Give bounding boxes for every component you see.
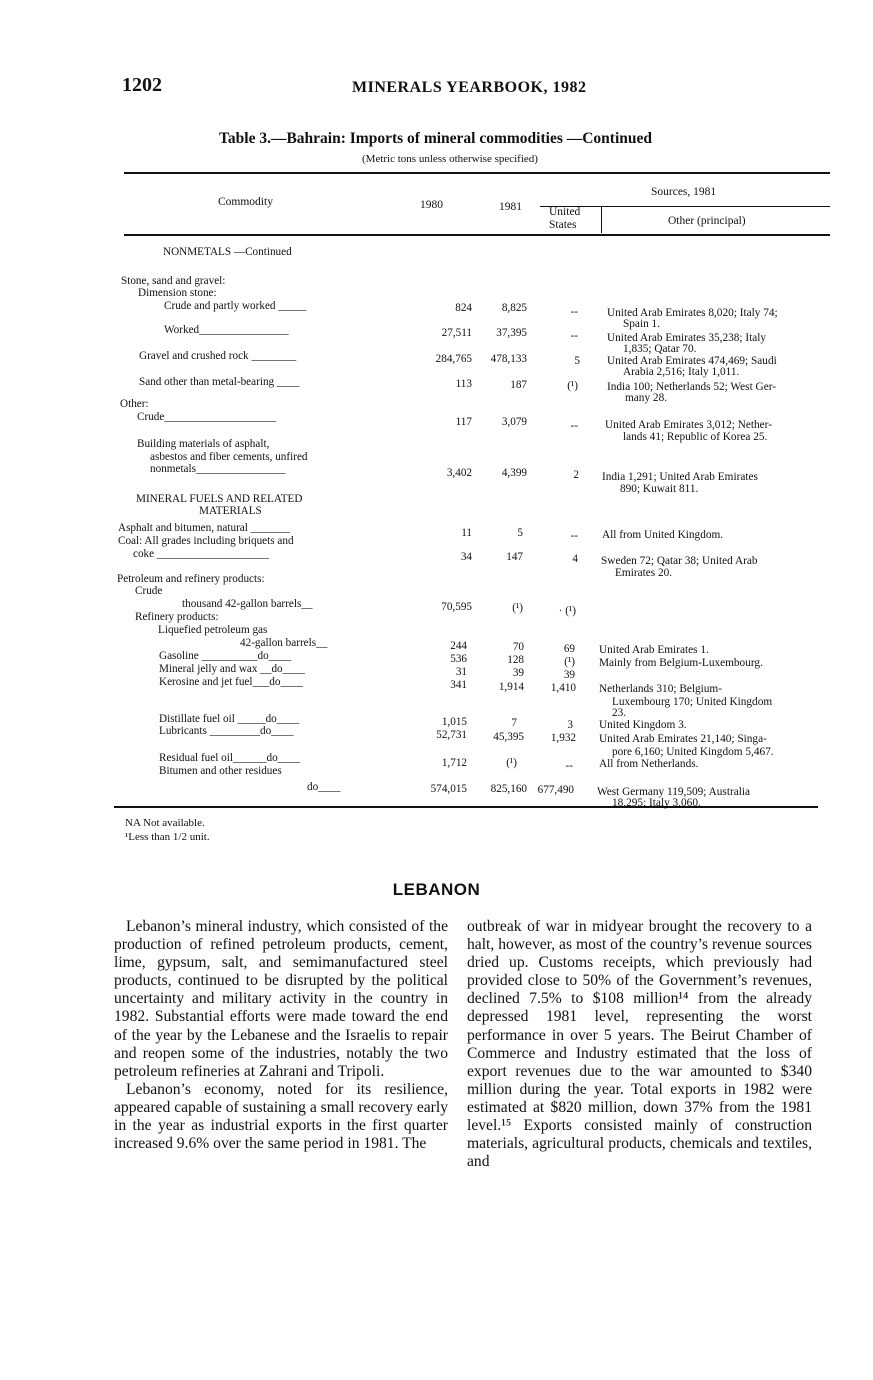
cell-1980: 31 — [455, 666, 467, 678]
cell-other-cont: lands 41; Republic of Korea 25. — [623, 431, 768, 443]
cell-other-cont: many 28. — [625, 392, 668, 404]
cell-other-cont: 890; Kuwait 811. — [620, 483, 699, 495]
label-crude-worked: Crude and partly worked _____ — [164, 300, 307, 312]
left-column — [114, 918, 448, 1153]
cell-1981: 478,133 — [490, 353, 527, 365]
cell-us: (¹) — [564, 656, 575, 668]
us-divider — [601, 207, 602, 233]
cell-other: Netherlands 310; Belgium- — [599, 683, 722, 695]
label-gasoline: Gasoline __________do____ — [159, 650, 292, 662]
cell-1980: 113 — [455, 378, 472, 390]
table-title: Table 3.—Bahrain: Imports of mineral commodities —Continued — [219, 130, 653, 147]
right-column — [467, 918, 812, 1171]
sources-rule — [540, 206, 830, 207]
label-other-crude: Crude____________________ — [137, 411, 277, 423]
cell-1980: 1,712 — [441, 757, 467, 769]
header-other: Other (principal) — [668, 215, 746, 227]
cell-other: Sweden 72; Qatar 38; United Arab — [601, 555, 758, 567]
cell-1981: 45,395 — [493, 731, 524, 743]
cell-1980: 70,595 — [441, 601, 472, 613]
cell-us: -- — [570, 530, 578, 542]
cell-us: -- — [570, 306, 578, 318]
cell-1981: 8,825 — [501, 302, 527, 314]
cell-other: All from United Kingdom. — [602, 529, 724, 541]
cell-other-cont: Luxembourg 170; United Kingdom — [612, 696, 773, 708]
cell-other: India 1,291; United Arab Emirates — [602, 471, 758, 483]
label-bldg-2: asbestos and fiber cements, unfired — [150, 451, 308, 463]
header-us-line2: States — [549, 219, 577, 231]
header-sources: Sources, 1981 — [651, 186, 717, 198]
cell-1981: 70 — [512, 641, 524, 653]
paragraph: outbreak of war in midyear brought the recovery to a halt, however, as most of the country’s revenue sources dried up. Customs receipts, which previously had provided close to 50% of the Government’s revenues, declined 7.5% to $108 million¹⁴ from the already depressed 1981 level, representing the worst performance in over 5 years. The Beirut Chamber of Commerce and Industry estimated that the loss of export revenues due to the war amounted to $340 million during the year. Total exports in 1982 were estimated at $820 million, down 37% from the 1981 level.¹⁵ Exports consisted mainly of construction materials, agricultural products, chemicals and textiles, and — [467, 918, 812, 1171]
cell-other: United Arab Emirates 3,012; Nether- — [605, 419, 772, 431]
cell-1980: 284,765 — [435, 353, 472, 365]
cell-us: 3 — [567, 719, 573, 731]
footnote-na: NA Not available. — [125, 817, 205, 829]
cell-1981: 37,395 — [496, 327, 527, 339]
label-bldg-3: nonmetals________________ — [150, 463, 286, 475]
label-42-gallon: 42-gallon barrels__ — [240, 637, 328, 649]
label-distillate: Distillate fuel oil _____do____ — [159, 713, 300, 725]
cell-us: · (¹) — [558, 605, 576, 617]
label-coal-2: coke ____________________ — [133, 548, 269, 560]
cell-us: 5 — [574, 355, 580, 367]
cell-1980: 11 — [461, 527, 472, 539]
paragraph: Lebanon’s economy, noted for its resilience, appeared capable of sustaining a small recovery early in the year as industrial exports in the first quarter increased 9.6% over the same period in 1981. The — [114, 1080, 448, 1153]
cell-1981: 128 — [507, 654, 524, 666]
header-us-line1: United — [549, 206, 581, 218]
label-jelly: Mineral jelly and wax __do____ — [159, 663, 306, 675]
cell-1981: 7 — [511, 717, 517, 729]
label-worked: Worked________________ — [164, 324, 289, 336]
label-gravel: Gravel and crushed rock ________ — [139, 350, 297, 362]
cell-us: 69 — [563, 643, 575, 655]
cell-us: 4 — [572, 553, 578, 565]
cell-other-cont: 23. — [612, 707, 627, 719]
paragraph: Lebanon’s mineral industry, which consisted of the production of refined petroleum products, cement, lime, gypsum, salt, and semimanufactured steel products, continued to be disrupted by the political uncertainty and military activity in the country in 1982. Substantial efforts were made toward the end of the year by the Lebanese and the Israelis to repair and reopen some of the industries, notably the two petroleum refineries at Zahrani and Tripoli. — [114, 918, 448, 1080]
cell-1981: 1,914 — [498, 681, 524, 693]
label-thousand-barrels: thousand 42-gallon barrels__ — [182, 598, 313, 610]
cell-us: -- — [565, 760, 573, 772]
label-kerosine: Kerosine and jet fuel___do____ — [159, 676, 303, 688]
cell-us: 1,410 — [550, 682, 576, 694]
cell-other-cont: Spain 1. — [623, 318, 661, 330]
footnote-less-than: ¹Less than 1/2 unit. — [125, 831, 210, 843]
label-fuels-1: MINERAL FUELS AND RELATED — [136, 493, 303, 505]
cell-1980: 536 — [450, 653, 467, 665]
table-top-rule — [124, 172, 830, 174]
cell-us: -- — [570, 420, 578, 432]
cell-us: 39 — [563, 669, 575, 681]
cell-other: United Arab Emirates 1. — [599, 644, 709, 656]
cell-1980: 117 — [455, 416, 472, 428]
cell-1980: 824 — [455, 302, 472, 314]
cell-1981: 825,160 — [490, 783, 527, 795]
header-1981: 1981 — [499, 201, 522, 213]
cell-1981: 147 — [506, 551, 523, 563]
label-fuels-2: MATERIALS — [199, 505, 262, 517]
cell-1981: (¹) — [506, 757, 517, 769]
header-bottom-rule — [124, 234, 830, 236]
cell-other: United Kingdom 3. — [599, 719, 687, 731]
cell-1980: 244 — [450, 640, 467, 652]
cell-other: India 100; Netherlands 52; West Ger- — [607, 381, 777, 393]
cell-other: United Arab Emirates 21,140; Singa- — [599, 733, 767, 745]
cell-other-cont: 1,835; Qatar 70. — [623, 343, 697, 355]
cell-other: Mainly from Belgium-Luxembourg. — [599, 657, 763, 669]
cell-other-cont: Arabia 2,516; Italy 1,011. — [623, 366, 740, 378]
cell-1980: 52,731 — [436, 729, 467, 741]
table-subtitle: (Metric tons unless otherwise specified) — [362, 153, 538, 165]
running-head: MINERALS YEARBOOK, 1982 — [352, 79, 587, 96]
cell-1981: 39 — [512, 667, 524, 679]
cell-us: (¹) — [567, 380, 578, 392]
label-sand: Sand other than metal-bearing ____ — [139, 376, 300, 388]
cell-1981: (¹) — [512, 602, 523, 614]
label-coal-1: Coal: All grades including briquets and — [118, 535, 294, 547]
cell-us: -- — [570, 330, 578, 342]
label-lubricants: Lubricants _________do____ — [159, 725, 294, 737]
label-bitumen: Bitumen and other residues — [159, 765, 282, 777]
cell-other-cont: Emirates 20. — [615, 567, 673, 579]
cell-us: 677,490 — [537, 784, 574, 796]
label-petroleum-crude: Crude — [135, 585, 163, 597]
label-asphalt: Asphalt and bitumen, natural _______ — [118, 522, 290, 534]
label-stone: Stone, sand and gravel: — [121, 275, 226, 287]
cell-1980: 34 — [460, 551, 472, 563]
cell-1980: 3,402 — [446, 467, 472, 479]
cell-other: All from Netherlands. — [599, 758, 699, 770]
cell-1980: 27,511 — [441, 327, 472, 339]
table-bottom-rule — [114, 806, 818, 808]
label-petroleum: Petroleum and refinery products: — [117, 573, 265, 585]
label-bldg-1: Building materials of asphalt, — [137, 438, 270, 450]
label-dimension: Dimension stone: — [138, 287, 217, 299]
cell-us: 2 — [573, 469, 579, 481]
label-other: Other: — [120, 398, 149, 410]
cell-us: 1,932 — [550, 732, 576, 744]
header-commodity: Commodity — [218, 196, 273, 208]
label-bitumen-do: do____ — [307, 781, 341, 793]
header-1980: 1980 — [420, 199, 443, 211]
cell-other-cont: 18,295; Italy 3,060. — [612, 797, 701, 809]
cell-other-cont: pore 6,160; United Kingdom 5,467. — [612, 746, 774, 758]
cell-other: United Arab Emirates 35,238; Italy — [607, 332, 767, 344]
cell-other: United Arab Emirates 474,469; Saudi — [607, 355, 777, 367]
label-refinery: Refinery products: — [135, 611, 219, 623]
cell-1980: 341 — [450, 679, 467, 691]
cell-1981: 4,399 — [501, 467, 527, 479]
cell-1981: 187 — [510, 379, 527, 391]
label-lpg: Liquefied petroleum gas — [158, 624, 268, 636]
cell-1981: 3,079 — [501, 416, 527, 428]
cell-1980: 574,015 — [430, 783, 467, 795]
cell-other: United Arab Emirates 8,020; Italy 74; — [607, 307, 778, 319]
page-number: 1202 — [122, 74, 162, 96]
cell-1981: 5 — [517, 527, 523, 539]
label-residual: Residual fuel oil______do____ — [159, 752, 301, 764]
section-heading: LEBANON — [392, 880, 481, 899]
label-nonmetals: NONMETALS —Continued — [163, 246, 292, 258]
cell-other: West Germany 119,509; Australia — [597, 786, 751, 798]
cell-1980: 1,015 — [441, 716, 467, 728]
